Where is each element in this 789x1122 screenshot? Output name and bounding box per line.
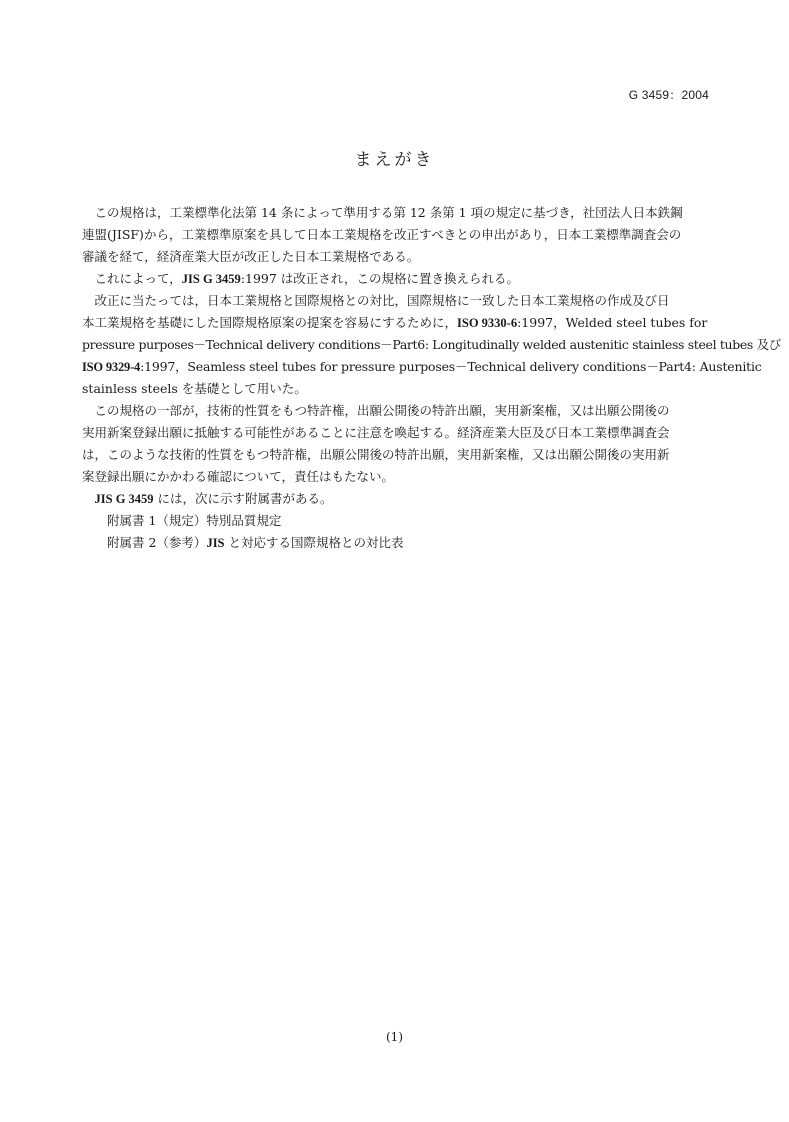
- paragraph-line: [82, 356, 762, 378]
- paragraph-line: 実用新案登録出願に抵触する可能性があることに注意を喚起する。経済産業大臣及び日本工業標準調査会: [82, 425, 670, 440]
- standard-code: JIS G 3459: [181, 272, 241, 286]
- foreword-body: [82, 202, 781, 554]
- text: :1997 は改正され，この規格に置き換えられる。: [240, 271, 520, 286]
- standard-code: ISO 9329-4: [82, 360, 141, 374]
- paragraph-line: は，このような技術的性質をもつ特許権，出願公開後の特許出願，実用新案権，又は出願公開後の実用新: [82, 447, 670, 462]
- text: :1997，Welded steel tubes for: [517, 315, 708, 330]
- paragraph-line: 案登録出願にかかわる確認について，責任はもたない。: [82, 469, 395, 484]
- paragraph-line: この規格の一部が，技術的性質をもつ特許権，出願公開後の特許出願，実用新案権，又は出願公開後の: [94, 403, 670, 418]
- annex-item: [82, 510, 708, 532]
- text: には，次に示す附属書がある。: [153, 491, 333, 506]
- paragraph-line: 連盟(JISF)から，工業標準原案を具して日本工業規格を改正すべきとの申出があり，日本工業標準調査会の: [82, 227, 682, 242]
- paragraph-line: 改正に当たっては，日本工業規格と国際規格との対比，国際規格に一致した日本工業規格の作成及び日: [94, 293, 670, 308]
- paragraph-line: pressure purposes－Technical delivery conditions－Part6: Longitudinally welded austenitic stainless steel tubes 及び: [82, 337, 781, 352]
- page-number: (1): [386, 1030, 403, 1044]
- standard-code: JIS G 3459: [94, 492, 154, 506]
- text: と対応する国際規格との対比表: [224, 535, 404, 550]
- page-title: まえがき: [354, 150, 435, 170]
- paragraph-line: 審議を経て，経済産業大臣が改正した日本工業規格である。: [82, 249, 420, 264]
- text: これによって，: [94, 271, 182, 286]
- paragraph-annex-intro: [82, 488, 708, 510]
- paragraph-line: この規格は，工業標準化法第 14 条によって準用する第 12 条第 1 項の規定に基づき，社団法人日本鉄鋼: [94, 205, 683, 220]
- standard-code: ISO 9330-6: [457, 316, 518, 330]
- text: 本工業規格を基礎にした国際規格原案の提案を容易にするために，: [82, 315, 458, 330]
- annex-label: 附属書 2（参考）: [107, 535, 207, 550]
- annex-item: [82, 532, 708, 554]
- paragraph-line: stainless steels を基礎として用いた。: [82, 381, 307, 396]
- paragraph-revision: [82, 268, 708, 290]
- paragraph-line: [82, 312, 708, 334]
- text: :1997，Seamless steel tubes for pressure purposes－Technical delivery conditions－Part4: Austenitic: [140, 359, 762, 374]
- document-id: G 3459：2004: [628, 88, 709, 102]
- annex-label: 附属書 1（規定）特別品質規定: [107, 513, 282, 528]
- standard-code: JIS: [206, 536, 225, 550]
